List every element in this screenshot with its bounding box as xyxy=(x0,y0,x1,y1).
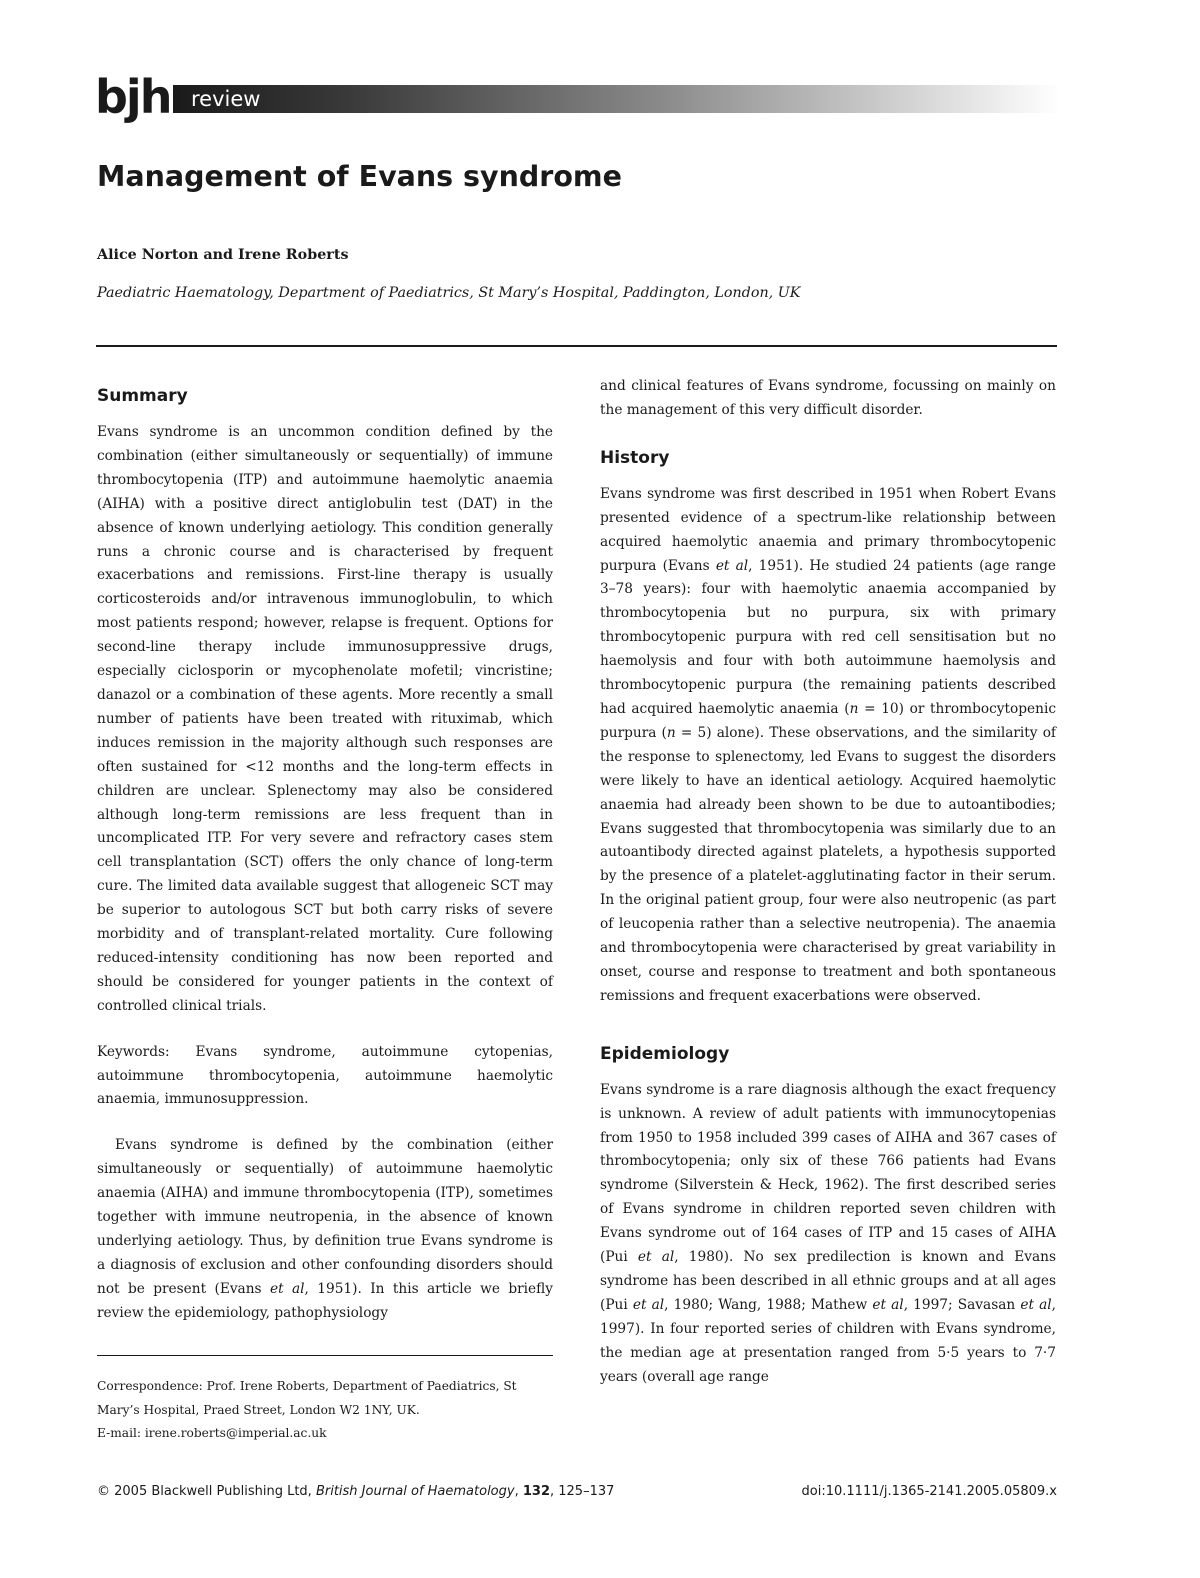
right-column xyxy=(600,375,1056,1390)
journal-name: British Journal of Haematology xyxy=(315,1484,515,1499)
spacer xyxy=(97,1019,553,1041)
article-title: Management of Evans syndrome xyxy=(97,160,622,193)
history-text: = 10) or thrombocytopenic purpura ( xyxy=(600,700,1056,741)
spacer xyxy=(600,423,1056,445)
history-text: Evans syndrome was first described in 1951 when Robert Evans presented evidence of a spectrum-like relationship between acquired haemolytic anaemia and primary thrombocytopenic purpura (Evans xyxy=(600,485,1056,574)
journal-banner xyxy=(95,72,1060,122)
keywords xyxy=(97,1041,553,1113)
epidemiology-heading: Epidemiology xyxy=(600,1043,730,1064)
history-n: n xyxy=(666,724,676,741)
journal-volume: 132 xyxy=(522,1484,550,1499)
correspondence-email: E-mail: irene.roberts@imperial.ac.uk xyxy=(97,1426,327,1440)
summary-heading: Summary xyxy=(97,386,188,406)
article-authors: Alice Norton and Irene Roberts xyxy=(97,247,349,263)
epi-text: , 1980). No sex predilection is known and Evans syndrome has been described in all ethnic groups and at all ages (Pui xyxy=(600,1249,1056,1313)
intro-paragraph xyxy=(97,1134,553,1325)
intro-etal: et al xyxy=(269,1280,305,1297)
journal-logo: bjh xyxy=(95,70,171,124)
author-affiliation: Paediatric Haematology, Department of Paediatrics, St Mary’s Hospital, Paddington, London, UK xyxy=(97,285,801,301)
left-column xyxy=(97,383,553,1326)
banner-gradient-bar xyxy=(173,85,1060,113)
history-paragraph xyxy=(600,483,1056,1009)
spacer xyxy=(600,1009,1056,1041)
epi-text: , 1997; Savasan xyxy=(903,1296,1021,1313)
copyright-text: © 2005 Blackwell Publishing Ltd, xyxy=(97,1484,316,1499)
footnote-divider xyxy=(97,1355,553,1356)
epi-text: , 1980; Wang, 1988; Mathew xyxy=(664,1296,873,1313)
history-heading: History xyxy=(600,447,670,468)
intro-continued: and clinical features of Evans syndrome, focussing on mainly on the management of this very difficult disorder. xyxy=(600,378,1056,418)
history-text: , 1951). He studied 24 patients (age range 3–78 years): four with haemolytic anaemia accompanied by thrombocytopenia but no purpura, six with primary thrombocytopenic purpura with red cell sensitisation but no haemolysis and four with both autoimmune haemolysis and thrombocytopenic purpura (the remaining patients described had acquired haemolytic anaemia ( xyxy=(600,557,1056,717)
history-etal: et al xyxy=(715,557,749,574)
intro-text-mid: , 1951). In this article we briefly review the epidemiology, pathophysiology xyxy=(97,1280,554,1321)
footer-separator: , xyxy=(514,1484,523,1499)
epi-etal: et al xyxy=(1020,1296,1052,1313)
epi-text: , 1997). In four reported series of children with Evans syndrome, the median age at presentation ranged from 5·5 years to 7·7 years (overall age range xyxy=(600,1296,1056,1385)
history-n: n xyxy=(849,700,859,717)
intro-text-start: Evans syndrome is defined by the combination (either simultaneously or sequentially) of autoimmune haemolytic anaemia (AIHA) and immune thrombocytopenia (ITP), sometimes together with immune neutropenia, in the absence of known underlying aetiology. Thus, by definition true Evans syndrome is a diagnosis of exclusion and other confounding disorders should not be present (Evans xyxy=(97,1137,553,1297)
correspondence-note xyxy=(97,1375,553,1446)
epi-etal: et al xyxy=(632,1296,665,1313)
correspondence-line: Mary’s Hospital, Praed Street, London W2 1NY, UK. xyxy=(97,1402,420,1417)
keywords-label: Keywords: xyxy=(97,1043,170,1060)
summary-text: Evans syndrome is an uncommon condition defined by the combination (either simultaneously or sequentially) of immune thrombocytopenia (ITP) and autoimmune haemolytic anaemia (AIHA) with a positive direct antiglobulin test (DAT) in the absence of known underlying aetiology. This condition generally runs a chronic course and is characterised by frequent exacerbations and remissions. First-line therapy is usually corticosteroids and/or intravenous immunoglobulin, to which most patients respond; however, relapse is frequent. Options for second-line therapy include immunosuppressive drugs, especially ciclosporin or mycophenolate mofetil; vincristine; danazol or a combination of these agents. More recently a small number of patients have been treated with rituximab, which induces remission in the majority although such responses are often sustained for <12 months and the long-term effects in children are unclear. Splenectomy may also be considered although long-term remissions are less frequent than in uncomplicated ITP. For very severe and refractory cases stem cell transplantation (SCT) offers the only chance of long-term cure. The limited data available suggest that allogeneic SCT may be superior to autologous SCT but both carry risks of severe morbidity and of transplant-related mortality. Cure following reduced-intensity conditioning has now been reported and should be considered for younger patients in the context of controlled clinical trials. xyxy=(97,424,553,1014)
epidemiology-paragraph xyxy=(600,1079,1056,1390)
keywords-text: Evans syndrome, autoimmune cytopenias, autoimmune thrombocytopenia, autoimmune haemolytic anaemia, immunosuppression. xyxy=(97,1043,553,1108)
epi-text: Evans syndrome is a rare diagnosis although the exact frequency is unknown. A review of adult patients with immunocytopenias from 1950 to 1958 included 399 cases of AIHA and 367 cases of thrombocytopenia; only six of these 766 patients had Evans syndrome (Silverstein & Heck, 1962). The first described series of Evans syndrome in children reported seven children with Evans syndrome out of 164 cases of ITP and 15 cases of AIHA (Pui xyxy=(600,1081,1056,1266)
section-label: review xyxy=(191,87,261,111)
history-text: = 5) alone). These observations, and the similarity of the response to splenectomy, led Evans to suggest the disorders were likely to have an identical aetiology. Acquired haemolytic anaemia had already been shown to be due to autoantibodies; Evans suggested that thrombocytopenia was similarly due to an autoantibody directed against platelets, a hypothesis supported by the presence of a platelet-agglutinating factor in their serum. In the original patient group, four were also neutropenic (as part of leucopenia rather than a selective neutropenia). The anaemia and thrombocytopenia were characterised by great variability in onset, course and response to treatment and both spontaneous remissions and frequent exacerbations were observed. xyxy=(600,724,1057,1004)
correspondence-line: Correspondence: Prof. Irene Roberts, Department of Paediatrics, St xyxy=(97,1379,517,1393)
footer-copyright xyxy=(97,1484,614,1499)
spacer xyxy=(97,1112,553,1134)
footer-doi: doi:10.1111/j.1365-2141.2005.05809.x xyxy=(801,1484,1057,1499)
epi-etal: et al xyxy=(637,1249,675,1266)
epi-etal: et al xyxy=(872,1296,904,1313)
header-divider xyxy=(96,345,1057,347)
page-range: , 125–137 xyxy=(550,1484,615,1499)
